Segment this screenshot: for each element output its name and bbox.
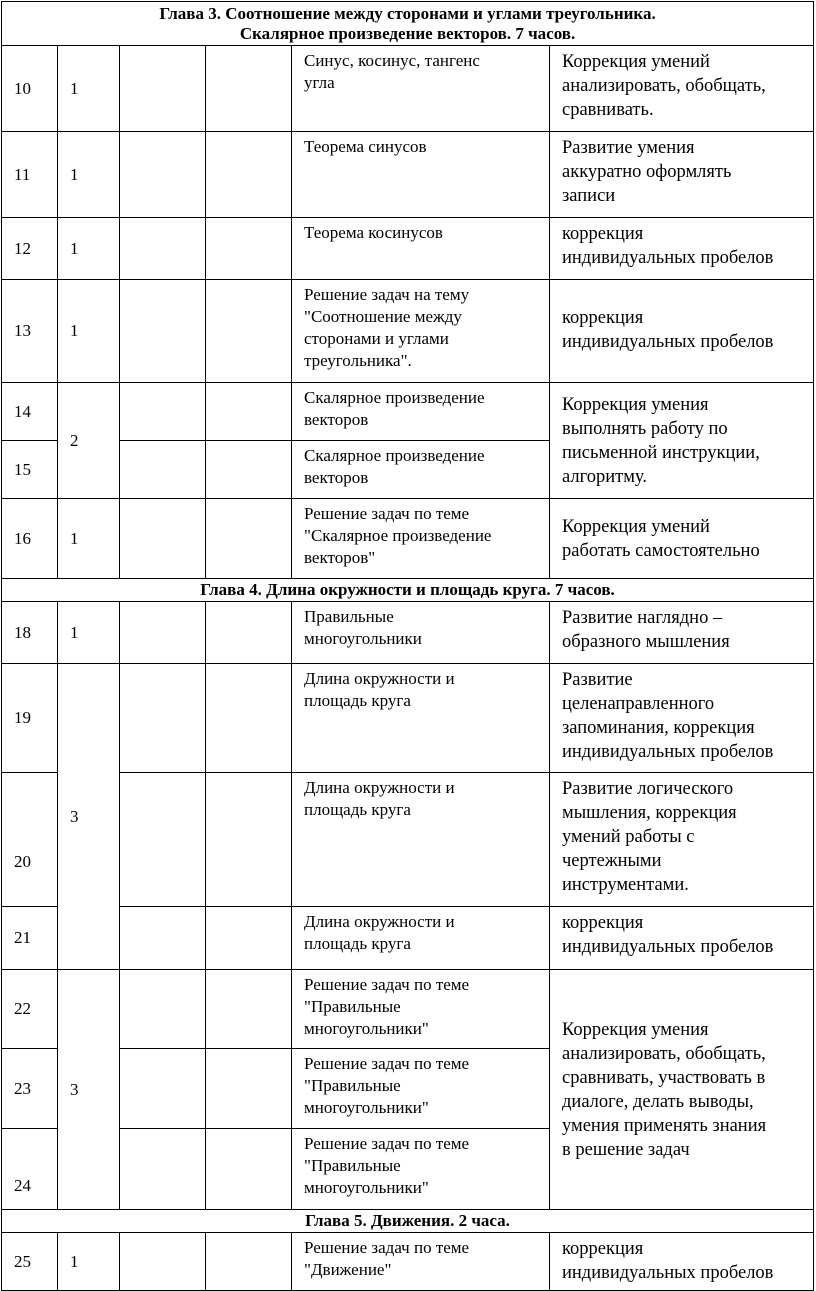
correction-goal: Развитие умения аккуратно оформлять записи bbox=[550, 132, 814, 218]
date-fact-cell bbox=[206, 1049, 292, 1129]
date-plan-cell bbox=[120, 46, 206, 132]
date-fact-cell bbox=[206, 907, 292, 970]
lesson-number: 23 bbox=[2, 1049, 58, 1129]
date-fact-cell bbox=[206, 218, 292, 280]
table-row bbox=[2, 907, 814, 970]
lesson-number: 13 bbox=[2, 280, 58, 383]
lesson-hours: 1 bbox=[58, 132, 120, 218]
date-plan-cell bbox=[120, 499, 206, 579]
correction-goal: Коррекция умения выполнять работу по письменной инструкции, алгоритму. bbox=[550, 383, 814, 499]
date-fact-cell bbox=[206, 1233, 292, 1291]
section-header-row bbox=[2, 579, 814, 602]
lesson-number: 24 bbox=[2, 1129, 58, 1210]
correction-goal: коррекция индивидуальных пробелов bbox=[550, 280, 814, 383]
date-fact-cell bbox=[206, 441, 292, 499]
date-fact-cell bbox=[206, 1129, 292, 1210]
lesson-hours: 2 bbox=[58, 383, 120, 499]
lesson-topic: Длина окружности и площадь круга bbox=[292, 664, 550, 773]
lesson-topic: Длина окружности и площадь круга bbox=[292, 773, 550, 907]
date-plan-cell bbox=[120, 1049, 206, 1129]
table-row bbox=[2, 218, 814, 280]
date-plan-cell bbox=[120, 280, 206, 383]
correction-goal: коррекция индивидуальных пробелов bbox=[550, 218, 814, 280]
date-plan-cell bbox=[120, 1233, 206, 1291]
lesson-topic: Длина окружности и площадь круга bbox=[292, 907, 550, 970]
table-row bbox=[2, 602, 814, 664]
lesson-topic: Решение задач по теме "Правильные многоугольники" bbox=[292, 970, 550, 1049]
date-fact-cell bbox=[206, 773, 292, 907]
table-row bbox=[2, 132, 814, 218]
lesson-number: 19 bbox=[2, 664, 58, 773]
lesson-topic: Решение задач по теме "Скалярное произведение векторов" bbox=[292, 499, 550, 579]
lesson-number: 12 bbox=[2, 218, 58, 280]
table-row bbox=[2, 773, 814, 907]
correction-goal: Развитие логического мышления, коррекция умений работы с чертежными инструментами. bbox=[550, 773, 814, 907]
date-plan-cell bbox=[120, 441, 206, 499]
lesson-topic: Решение задач на тему "Соотношение между сторонами и углами треугольника". bbox=[292, 280, 550, 383]
date-fact-cell bbox=[206, 383, 292, 441]
table-row bbox=[2, 280, 814, 383]
section-title: Глава 4. Длина окружности и площадь круга. 7 часов. bbox=[2, 579, 814, 602]
section-title: Глава 5. Движения. 2 часа. bbox=[2, 1210, 814, 1233]
lesson-number: 10 bbox=[2, 46, 58, 132]
lesson-topic: Скалярное произведение векторов bbox=[292, 441, 550, 499]
table-row bbox=[2, 46, 814, 132]
lesson-topic: Теорема синусов bbox=[292, 132, 550, 218]
lesson-hours: 1 bbox=[58, 280, 120, 383]
lesson-topic: Правильные многоугольники bbox=[292, 602, 550, 664]
lesson-topic: Решение задач по теме "Правильные многоугольники" bbox=[292, 1129, 550, 1210]
date-plan-cell bbox=[120, 907, 206, 970]
date-plan-cell bbox=[120, 132, 206, 218]
lesson-hours: 1 bbox=[58, 499, 120, 579]
date-fact-cell bbox=[206, 664, 292, 773]
lesson-hours: 1 bbox=[58, 46, 120, 132]
correction-goal: Развитие целенаправленного запоминания, коррекция индивидуальных пробелов bbox=[550, 664, 814, 773]
lesson-hours: 1 bbox=[58, 602, 120, 664]
lesson-number: 18 bbox=[2, 602, 58, 664]
date-plan-cell bbox=[120, 218, 206, 280]
lesson-number: 25 bbox=[2, 1233, 58, 1291]
correction-goal: Развитие наглядно – образного мышления bbox=[550, 602, 814, 664]
date-plan-cell bbox=[120, 773, 206, 907]
table-row bbox=[2, 1233, 814, 1291]
lesson-number: 21 bbox=[2, 907, 58, 970]
lesson-topic: Синус, косинус, тангенс угла bbox=[292, 46, 550, 132]
correction-goal: Коррекция умения анализировать, обобщать, сравнивать, участвовать в диалоге, делать выводы, умения применять знания в решение задач bbox=[550, 970, 814, 1210]
correction-goal: Коррекция умений анализировать, обобщать, сравнивать. bbox=[550, 46, 814, 132]
lesson-number: 15 bbox=[2, 441, 58, 499]
lesson-hours: 3 bbox=[58, 970, 120, 1210]
correction-goal: Коррекция умений работать самостоятельно bbox=[550, 499, 814, 579]
lesson-number: 22 bbox=[2, 970, 58, 1049]
date-plan-cell bbox=[120, 383, 206, 441]
section-header-row bbox=[2, 2, 814, 46]
lesson-topic: Решение задач по теме "Правильные многоугольники" bbox=[292, 1049, 550, 1129]
section-header-row bbox=[2, 1210, 814, 1233]
lesson-hours: 1 bbox=[58, 1233, 120, 1291]
date-fact-cell bbox=[206, 280, 292, 383]
date-plan-cell bbox=[120, 664, 206, 773]
lesson-hours: 1 bbox=[58, 218, 120, 280]
lesson-topic: Решение задач по теме "Движение" bbox=[292, 1233, 550, 1291]
table-row bbox=[2, 499, 814, 579]
date-fact-cell bbox=[206, 499, 292, 579]
lesson-topic: Теорема косинусов bbox=[292, 218, 550, 280]
correction-goal: коррекция индивидуальных пробелов bbox=[550, 907, 814, 970]
correction-goal: коррекция индивидуальных пробелов bbox=[550, 1233, 814, 1291]
section-title: Глава 3. Соотношение между сторонами и углами треугольника. Скалярное произведение векторов. 7 часов. bbox=[2, 2, 814, 46]
lesson-number: 11 bbox=[2, 132, 58, 218]
date-plan-cell bbox=[120, 1129, 206, 1210]
date-fact-cell bbox=[206, 132, 292, 218]
table-row bbox=[2, 664, 814, 773]
lesson-number: 16 bbox=[2, 499, 58, 579]
lesson-topic: Скалярное произведение векторов bbox=[292, 383, 550, 441]
date-fact-cell bbox=[206, 970, 292, 1049]
date-plan-cell bbox=[120, 970, 206, 1049]
date-fact-cell bbox=[206, 46, 292, 132]
table-row bbox=[2, 970, 814, 1049]
lesson-number: 14 bbox=[2, 383, 58, 441]
table-row bbox=[2, 383, 814, 441]
lesson-hours: 3 bbox=[58, 664, 120, 970]
lesson-plan-table bbox=[1, 1, 814, 1291]
date-plan-cell bbox=[120, 602, 206, 664]
lesson-number: 20 bbox=[2, 773, 58, 907]
date-fact-cell bbox=[206, 602, 292, 664]
